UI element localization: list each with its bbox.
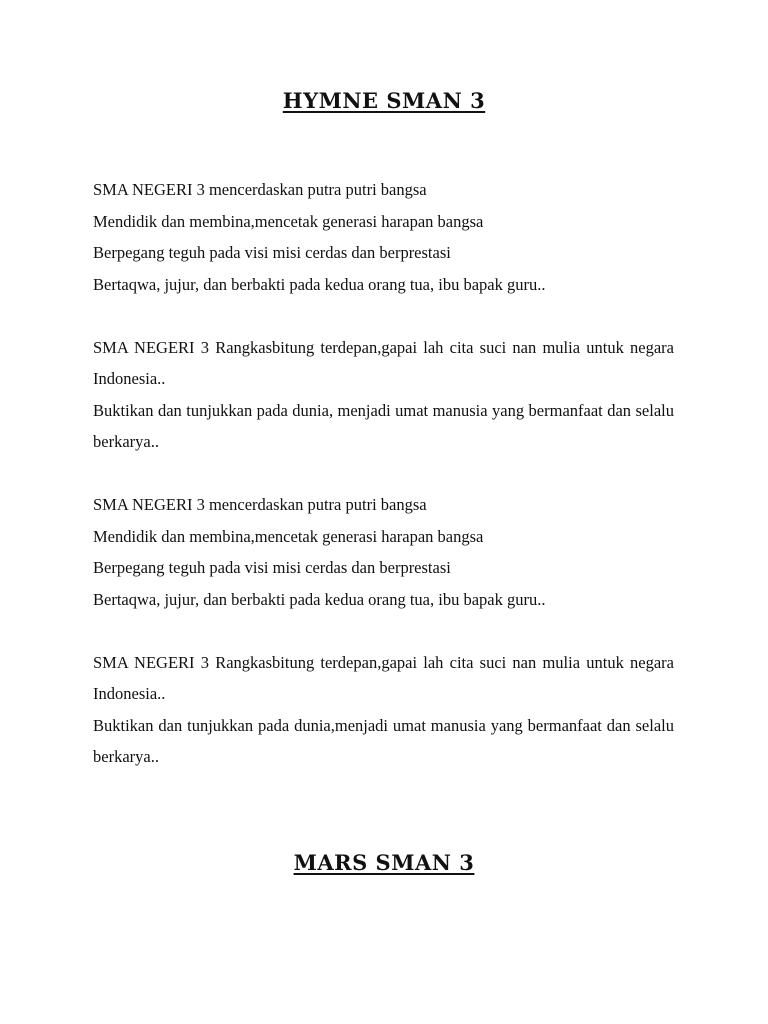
lyric-paragraph: Buktikan dan tunjukkan pada dunia,menjadi umat manusia yang bermanfaat dan selalu berkarya.. [93, 715, 674, 766]
lyric-line: Bertaqwa, jujur, dan berbakti pada kedua orang tua, ibu bapak guru.. [93, 589, 546, 609]
hymne-lyrics [93, 174, 674, 804]
lyric-line: Berpegang teguh pada visi misi cerdas dan berprestasi [93, 243, 451, 262]
lyric-line: Bertaqwa, jujur, dan berbakti pada kedua orang tua, ibu bapak guru.. [93, 274, 546, 294]
lyric-line: Mendidik dan membina,mencetak generasi harapan bangsa [93, 526, 484, 546]
stanza-4 [93, 647, 674, 773]
lyric-line: Berpegang teguh pada visi misi cerdas dan berprestasi [93, 558, 451, 577]
lyric-line: SMA NEGERI 3 mencerdaskan putra putri bangsa [93, 495, 427, 514]
stanza-2 [93, 332, 674, 458]
lyric-paragraph: Buktikan dan tunjukkan pada dunia, menjadi umat manusia yang bermanfaat dan selalu berkarya.. [93, 400, 674, 451]
lyric-line: Mendidik dan membina,mencetak generasi harapan bangsa [93, 211, 484, 231]
stanza-1 [93, 174, 674, 300]
lyric-line: SMA NEGERI 3 mencerdaskan putra putri bangsa [93, 180, 427, 199]
lyric-paragraph: SMA NEGERI 3 Rangkasbitung terdepan,gapai lah cita suci nan mulia untuk negara Indonesia.. [93, 652, 674, 703]
hymne-title: HYMNE SMAN 3 [282, 88, 486, 113]
lyric-paragraph: SMA NEGERI 3 Rangkasbitung terdepan,gapai lah cita suci nan mulia untuk negara Indonesia.. [93, 337, 674, 388]
stanza-3 [93, 489, 674, 615]
mars-title: MARS SMAN 3 [293, 850, 475, 875]
